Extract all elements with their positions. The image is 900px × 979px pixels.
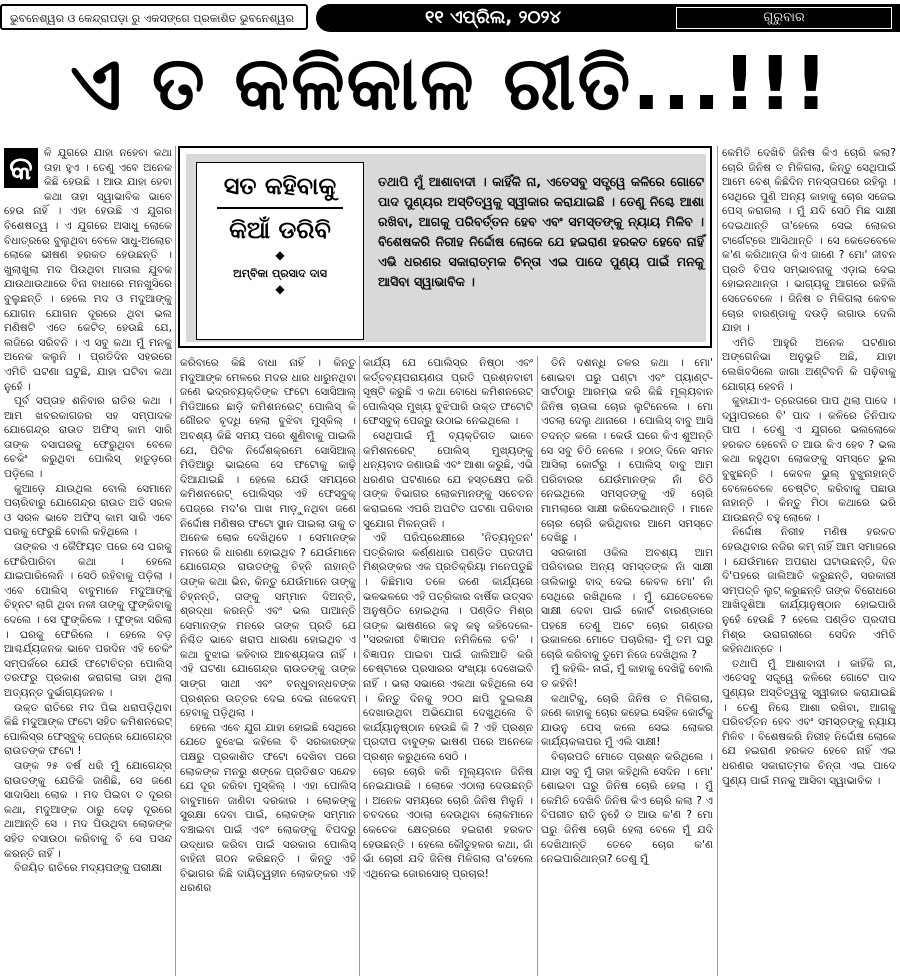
headline: ଏ ତ କଳିକାଳ ରୀତି...!!! — [70, 41, 830, 127]
paragraph: ଏହି ପରିପ୍ରେକ୍ଷୀରେ 'ନିତ୍ୟନୂତନ' ପତ୍ରିକାର କର୍ଣ୍ଣଧାର ପଣ୍ଡିତ ପ୍ରଦୀପ ମିଶ୍ରଙ୍କର ଏକ ପ୍ରତିକ୍ରିୟା ମନେପଡୁଛି । କିଛିମାସ ତଳେ ଜଣେ କାର୍ଯ୍ୟରେ ଭଳଭଳରେ ଏହି ପତ୍ରିକାର ବାର୍ଷିକ ଉତ୍ସବ ଅନୁଷ୍ଠିତ ହୋଇଥିଲା । ପଣ୍ଡିତ ମିଶ୍ର ତାଙ୍କ ଭାଷଣରେ କହୁ କହୁ କହିଦେଲେ- ''ସରକାରୀ ବିଜ୍ଞାପନ ନମିଳିଲେ ଚଳି' । ବିଜ୍ଞାପନ ପାଇବା ପାଇଁ ଜାଲିଆତି କରି ଚେଷ୍ଟାରେ ପ୍ରସାରର ସଂଖ୍ୟା ଦେଖେଇବି ନାହିଁ । ଭଲା ସଭାରେ ଏକଥା କହିଥିଲେ ସେ । କିନ୍ତୁ ଦିନକୁ ୨୦୦ ଛାପି ଦୁଇଲକ୍ଷ ଦେଖାଉଥିବା ଅଭିଯୋଗ ଦେଖୁଥିଲେ ବି କାର୍ଯ୍ୟାନୁଷ୍ଠାନ ହେଉଛି କି ? ଏହି ପ୍ରଶ୍ନ ପ୍ରଦୀପ ବାବୁଙ୍କ ଭାଷଣ ପରେ ଅନେକେ ପ୍ରଶ୍ନ କରୁଥିଲେ ସେଠି । — [363, 532, 533, 764]
column-title-box — [196, 162, 364, 340]
edition-line: ଭୁବନେଶ୍ୱର ଓ କେନ୍ଦ୍ରାପଡ଼ା ରୁ ଏକସଙ୍ଗେ ପ୍ରକାଶିତ ଭୁବନେଶ୍ୱର — [0, 4, 308, 30]
column-rule — [537, 356, 538, 976]
column-2 — [180, 356, 356, 976]
masthead — [0, 0, 900, 36]
paragraph: କରିବାରେ କିଛି ବାଧା ନାହିଁ । କିନ୍ତୁ ମଦୁଆଙ୍କ ମେଳରେ ମଦର ଧାର ଧାରୁନଥିବା ଜଣେ ଭଦ୍ରବ୍ୟକ୍ତିଙ୍କ ଫଟୋ ସୋସିଆଲ୍ ମିଡିଆରେ ଛାଡ଼ି କମିଶନରେଟ୍ ପୋଲିସ୍ କି ଗୌରବ ବୃଦ୍ଧି ହେଲା ବୁଝିବା ମୁସ୍କିଲ୍ । ଅବଶ୍ୟ କିଛି ସମୟ ପରେ ଶୁଣିବାକୁ ପାଇଲି ଯେ, ପିଟିକ ନିର୍ଦ୍ଦେଶକ୍ରମେ ସୋସିଆଲ୍ ମିଡିଆରୁ ଭାଇଲେ ସେ ଫଟୋକୁ କାଢ଼ି ଦିଆଯାଇଛି । ହେଲେ ଯେଉଁ ସମୟରେ କମିଶନରେଟ୍ ପୋଲିସ୍‌ର ଏହି ଫେସ୍‌ବୁକ୍ ପେଜ୍‌ରେ ମଦ'ର ପାଖ ମାଡ଼ୁନଥିବା ଜଣେ ନିର୍ଦ୍ଦୋଷ ମଣିଷର ଫଟୋ ସ୍ଥାନ ପାଇଲା ତାକୁ ତ ଅନେକ ଲୋକ ଦେଖିଥିବେ । ସେମାନଙ୍କ ମନରେ କି ଧାରଣା ହୋଇଥିବ ? ଯେଉଁମାନେ ଯୋଗେନ୍ଦ୍ର ରାଉତଙ୍କୁ ଚିହ୍ନି ନାହାନ୍ତି ତାଙ୍କ କଥା ଭିନ, କିନ୍ତୁ ଯେଉଁମାନେ ତାଙ୍କୁ ଚିହ୍ନନ୍ତି, ତାଙ୍କୁ ସମ୍ମାନ ଦିଅନ୍ତି, ଶ୍ରଦ୍ଧା କରନ୍ତି ଏବଂ ଭଲ ପାଆନ୍ତି ସେମାନଙ୍କ ମନରେ ତାଙ୍କ ପ୍ରତି ଯେ ନିଶ୍ଚିତ ଭାବେ ଖରାପ ଧାରଣା ହୋଇଥିବ ଏ କଥା ବୁଝାଇ କହିବାର ଆବଶ୍ୟକତା ନାହିଁ । ଏହି ଘଟଣା ଯୋଗେନ୍ଦ୍ର ରାଉତଙ୍କୁ ତାଙ୍କ ସାଙ୍ଗ ସାଥୀ ଏବଂ ବନ୍ଧୁବାନ୍ଧବଙ୍କ ପ୍ରଶ୍ନର ଉତ୍ତର ଦେଇ ଦେଇ ନାକେଦମ୍ ହେବାକୁ ପଡ଼ିଥିଲା । — [180, 357, 356, 720]
paragraph: କୁହାଯାଏ- ତ୍ରେତାରେ ପାପ ଥିଲା ପାଦେ । ଦ୍ୱାପରରେ ବି' ପାଦ । କଳିରେ ତିନିପାଦ ପାପ । ତେଣୁ ଏ ଯୁଗରେ ଭଲଲୋକେ ହରକତ ହେବେନି ତ ଆଉ କିଏ ହେବ ? ଭଲ କଥା କହୁଥିବା ଲୋକଙ୍କୁ ସମସ୍ତେ ଭୁଲ ବୁଝୁଛନ୍ତି । କେବଳ ଭୁଲ୍ ବୁଝୁନାହାନ୍ତି ବେଳେବେଳେ ଚେଷ୍ଟିତ୍ କରିବାକୁ ପଛାଉ ନାହାନ୍ତି । କିନ୍ତୁ ମିଠା କଥାରେ ଭରି ଯାଉଛନ୍ତି ବହୁ ଲୋକେ । — [722, 395, 896, 524]
paragraph: ଉକ୍ତ ରାତିରେ ମଦ ପିଇ ଧରାପଡ଼ିଥିବା କିଛି ମଦୁଆଙ୍କ ଫଟୋ ସହିତ କମିଶନରେଟ୍ ପୋଲିସ୍‌ର ଫେସ୍‌ବୁକ୍ ପେଜ୍‌ରେ ଯୋଗେନ୍ଦ୍ର ରାଉତଙ୍କ ଫଟୋ ! — [4, 701, 172, 758]
drop-cap: କ — [4, 148, 38, 188]
paragraph: ଏମିତି ଆହୁରି ଅନେକ ଘଟଣାର ଅଙ୍ଗେନିଭା ଅନୁଭୂତି ଅଛି, ଯାହା ଲେଖିବସିଲେ ଜାଗା ଅଣ୍ଟିବନି କି ପଢ଼ିବାକୁ ଯୋଗ୍ୟ ହେବନି । — [722, 336, 896, 393]
issue-day-box — [670, 4, 900, 32]
column-4 — [541, 356, 713, 976]
column-1 — [4, 146, 172, 976]
column-5 — [722, 146, 896, 976]
issue-day: ଗୁରୁବାର — [676, 7, 892, 29]
issue-date: ୧୧ ଏପ୍ରିଲ, ୨୦୨୪ — [316, 4, 670, 32]
paragraph: ଳି ଯୁଗରେ ଯାହା ନହେବା କଥା ତାହା ହୁଏ । ତେଣୁ ଏବେ ଅନେକ କିଛି ହେଉଛି । ଆଉ ଯାହା ହେବା କଥା ତାହା ସ୍ୱାଭାବିକ ଭାବେ ହେଉ ନାହିଁ । ଏହା ହେଉଛି ଏ ଯୁଗର ବିଶେଷତ୍ୱ । ଏ ଯୁଗରେ ଅସାଧୁ ଲୋକେ ବିଧାତ୍ରରେ ବୁଲୁଥିବା ବେଳେ ସାଧୁ-ଅଲୋଚ ଲୋକେ ଭୀଷଣ ହରକତ ହେଉଛନ୍ତି । ଖୁଲାଖୁଲା ମଦ ପିଉଥିବା ମାତାଲ ଯୁବକ ଯାଉଥାଉଥାରେ ବିନା ବାଧାରେ ମନଖୁସିରେ ବୁଲୁଛନ୍ତି । ହେଲେ ମଦ ଓ ମଦୁଆଙ୍କୁ ଯୋଗନ ଯୋଗନ ଦୂରରେ ଥିବା ଭଲ ମଣିଷଟି ଏତେ କେଟିତ୍ ହେଉଛି ଯେ, ଲଜିରେ ସରିବନି । ଏ ସବୁ କଥା ମୁଁ ମନକୁ ଅନେକ କଲୁନି । ପ୍ରତିଦିନ ସହରରେ ଏମିତି ଘଟଣା ଘଟୁଛି, ଯାହା ଘଟିବା କଥା ନୁହେଁ । — [4, 147, 172, 393]
paragraph: କେମିତି ଦେଖିବି ଜିନିଷ କିଏ ଚୋରି କଲା? ଚୋରି ଜିନିଷ ତ ମିଳିଗଲା, କିନ୍ତୁ ସେଥିପାଇଁ ଆମେ ବେଶ୍ କିଛିଦିନ ମନସ୍ତାପରେ ରହିଲୁ । ସେଥିରେ ପୁଣି ଅନ୍ୟ କାହାକୁ ଚୋର ସଜେଇ ପେସ୍ କରାଗଲା । ମୁଁ ଯଦି ସେଠି ମିଛ ସାକ୍ଷୀ ଦେଇଥାନ୍ତି ତା'ହେଲେ ସେଇ ଲୋକର ଟାର୍ଗେଟ୍‌ରେ ଆସିଥାନ୍ତି । ସେ କେତେବେଳେ କ'ଣ କରିଥାନ୍ତା କିଏ ଜାଣେ ? ମୋ' ଜୀବନ ପ୍ରତି ବିପଦ ସମ୍ଭାବନାକୁ ଏଡ଼ାଇ ଦେଇ ହୋଇନଥାନ୍ତା । ଭାଗ୍ୟକୁ ଆଗରେ ରହିଲି ସେତେବେଳେ । ଜିନିଷ ତ ମିଳିଗଲା କେବଳ ଚୋର ବାରଣ୍ଡାକୁ ଦଉଡ଼ି ଲଗାଉ ଦେଲି ଯାହା । — [722, 147, 896, 335]
pull-quote: ତଥାପି ମୁଁ ଆଶାବାଦୀ । କାହିଁକି ନା, ଏତେସବୁ ସତ୍ତ୍ୱେ କଳିରେ ଗୋଟେ ପାଦ ପୁଣ୍ୟର ଅସ୍ତିତ୍ୱକୁ ସ୍ୱୀକାର କରାଯାଇଛି । ତେଣୁ ନିଶ୍ଚେ ଆଶା ରଖିବା, ଆଗକୁ ପରିବର୍ତ୍ତନ ହେବ ଏବଂ ସମସ୍ତଙ୍କୁ ନ୍ୟାୟ ମିଳିବ । ବିଶେଷକରି ନିରୀହ ନିର୍ଦ୍ଦୋଷ ଲୋକେ ଯେ ହଇରାଣ ହରକତ ହେବେ ନାହିଁ ଏଭି ଧରଣର ସକାରାତ୍ମକ ଚିନ୍ତା ଏଇ ପାଦେ ପୁଣ୍ୟ ପାଇଁ ମନକୁ ଆସିବା ସ୍ୱାଭାବିକ । — [378, 174, 704, 289]
paragraph: କଥାଟିକୁ, ଚୋରି ଜିନିଷ ତ ମିଳିଗଲା, ଜଣେ କାହାକୁ ଚୋର କହେଇ ସେହିଳ କୋର୍ଟକୁ ଯାଉନୁ ପେସ୍ କଲେ ସେଇ ଲୋକର କାର୍ଯ୍ୟକଳାପର ମୁଁ ଏଲି ସାକ୍ଷୀ! — [541, 692, 713, 749]
paragraph: ନିର୍ଦ୍ଦୋଷ ନିରୀହ ମଣିଷ ହରକତ ହେଉଥିବାର ନଜିର କମ୍ ନାହିଁ ଆମ ସମାଜରେ । ଯେଉଁମାନେ ଅପରାଧ ଘଟାଉଛନ୍ତି, ଦିନ ଦି'ପହରେ ଜାଲିଆତି କରୁଛନ୍ତି, ସରକାରୀ ସମ୍ପତ୍ତି ଲୁଟ୍ କରୁଛନ୍ତି ତାଙ୍କ ବିରୋଧରେ ଆଖିଦୃଶିଆ କାର୍ଯ୍ୟାନୁଷ୍ଠାନ ହୋଇପାରି ନୁହେଁ ହେଉଛି ? ହେଲେ ପଣ୍ଡିତ ପ୍ରଦୀପ ମିଶ୍ର ଉରାଗରୀରେ ସେଦିନ ଏମିତି କହିନଥାନ୍ତେ । — [722, 526, 896, 656]
paragraph: ବିଜୟିତ ରାତିରେ ମଦ୍ୟପଙ୍କୁ ପରୀକ୍ଷା — [14, 862, 162, 875]
paragraph: କୁଆଡ଼େ ଯାଉଥିଲ ବୋଲି ସେମାନେ ପଚାରିବାରୁ ଯୋଗେନ୍ଦ୍ର ରାଉତ ଅତି ସରଳ ଓ ସରଳ ଭାବେ ଅଫିସ୍ କାମ ସାରି ଏବେ ଘରକୁ ଫେରୁଛି ବୋଲି କହିଥିଲେ । — [4, 482, 172, 539]
paragraph: ବିଚାରପତି ମୋତେ ପ୍ରଶ୍ନ କରିଥିଲେ । ଯାହା ସବୁ ମୁଁ ତାହା କହିଥିଲି ସେଦିନ । ମୋ' ଶୋଇବା ଘରୁ ଜିନିଷ ଚୋରି ହେଲା । ମୁଁ କେମିତି ଦେଖିବି ଜିନିଷ କିଏ ଚୋରି କଲା ? ଏ ବିପରୀତ ରାତି ନୁହେଁ ତ ଆଉ କ'ଣ ? ମୋ ଘରୁ ଜିନିଷ ଚୋରି ହେଲା ବେଳେ ମୁଁ ଯଦି ଦେଖିଥାନ୍ତି ତେବେ ଚୋର କ'ଣ ନେଇପାରିଥାନ୍ତା? ତେଣୁ ମୁଁ — [541, 751, 713, 866]
diamond-icon: ◆ — [275, 282, 285, 296]
paragraph: ଚୋର ଚୋରି କରି ମୂଲ୍ୟବାନ ଜିନିଷ ନେଇଯାଉଛି । ଲୋକେ ଏଠାଲା ଦେଉଛନ୍ତି । ଅନେକ ସମୟରେ ଚୋରି ଜିନିଷ ମିଳୁନି । ଚବଦରେ ଏଠାଲା ଦେଉଥିବା ଲୋକମାନେ କେତେକ କ୍ଷେତ୍ରରେ ହଇରାଣ ହରକତ ହେଉଛନ୍ତି । ହେଲେ କୌତୁହଳର କଥା, ଜାଁ ଭାଁ ଚୋରୀ ଯଦି ଜିନିଷ ମିଳିଗଲା ତା'ହେଲେ ଏଥିନେଇ ଜୋରସୋର୍ ପ୍ରଚାର! — [363, 765, 533, 880]
column-rule — [175, 146, 176, 976]
paragraph: ତଥାପି ମୁଁ ଆଶାବାଦୀ । କାହିଁକି ନା, ଏତେସବୁ ସତ୍ତ୍ୱେ କଳିରେ ଗୋଟେ ପାଦ ପୁଣ୍ୟର ଅସ୍ତିତ୍ୱକୁ ସ୍ୱୀକାର କରାଯାଇଛି । ତେଣୁ ନିଶ୍ଚେ ଆଶା ରଖିବା, ଆଗକୁ ପରିବର୍ତ୍ତନ ହେବ ଏବଂ ସମସ୍ତଙ୍କୁ ନ୍ୟାୟ ମିଳିବ । ବିଶେଷକରି ନିରୀହ ନିର୍ଦ୍ଦୋଷ ଲୋକେ ଯେ ହଇରାଣ ହରକତ ହେବେ ନାହିଁ ଏଇ ଧରଣର ସକାରାତ୍ମକ ଚିନ୍ତା ଏଇ ପାଦେ ପୁଣ୍ୟ ପାଇଁ ମନକୁ ଆସିବା ସ୍ୱାଭାବିକ । — [722, 657, 896, 787]
paragraph: ପୂର୍ବ ସପ୍ତାହ ଶନିବାର ରାତିର କଥା । ଆମ ଖବରକାଗଜର ସହ ସମ୍ପାଦକ ଯୋଗେନ୍ଦ୍ର ରାଉତ ଅଫିସ୍ କାମ ସାରି ତାଙ୍କ ବସାଘରକୁ ଫେରୁଥିବା ବେଳେ ଚେକିଂ କରୁଥିବା ପୋଲିସ୍ ହାତୁଡ଼ରେ ପଡ଼ିଲେ । — [4, 395, 172, 481]
title-rule — [217, 207, 343, 209]
author-byline: ଅମ୍ବିକା ପ୍ରସାଦ ଦାସ — [233, 267, 327, 280]
paragraph: କାର୍ଯ୍ୟ ଯେ ପୋଲିସ୍‌ର ନିଷ୍ଠା ଏବଂ କର୍ତ୍ତବ୍ୟପରାୟଣତା ପ୍ରତି ପ୍ରଶ୍ନବାଚୀ ସୃଷ୍ଟି କରୁଛି ଏ କଥା ବୋଧେ କମିଶନରେଟ୍ ପୋଲିସ୍‌ର ମୁଖ୍ୟ ବୁଝିପାରି ଉକ୍ତ ଫଟୋଟି ଫେସ୍‌ବୁକ୍ ପେଜ୍‌ରୁ ଉଠାଇ ନେଇଥିଲେ । — [363, 357, 533, 428]
paragraph: ତିନି ଦଶନ୍ଧି ତଳର କଥା । ମୋ' ଶୋଇବା ଘରୁ ଘଣ୍ଟା ଏବଂ ପ୍ୟାଣ୍ଟ-ସାର୍ଟଠାରୁ ଆରମ୍ଭ କରି କିଛି ମୂଲ୍ୟବାନ ଜିନିଷ ଚାଉଳା ଚୋର ଲୁଟିନେଲେ । ମୋ ଏତଲା ଦେଲୁ ଥାନାରେ । ପୋଲିସ୍ ବାବୁ ଆସି ତଦନ୍ତ କଲେ । କେଉଁ ଘରେ କିଏ ଶୁଅନ୍ତି ସେ ସବୁ ଚିଠି ନେଲେ । ହଠାତ୍ ଦିନେ ସମନ ଆସିଲା କୋର୍ଟରୁ । ପୋଲିସ୍ ବାବୁ ଆମ ପରିବାରର ଯେଉଁମାନଙ୍କ ନାଁ ଚିଠି ନେଇଥିଲେ ସମସ୍ତଙ୍କୁ ଏହି ଚୋରି ମାମଲାରେ ସାକ୍ଷୀ କରିଦେଇଥାନ୍ତି । ମାନେ ଚୋର ଚୋରି କରିଥିବାର ଆମେ ସମସ୍ତେ ଦେଖିଛୁ । — [541, 357, 713, 545]
paragraph: ମୁଁ କହିଲି- ନାଇଁ, ମୁଁ କାହାକୁ ଦେଖିନ୍ଥି ବୋଲି ତ କହିନି! — [541, 663, 713, 691]
diamond-icon: ◆ — [275, 248, 285, 262]
column-title-line-2: କିଆଁ ଡରିବି — [229, 216, 331, 244]
column-title-line-1: ସତ କହିବାକୁ — [223, 172, 337, 200]
paragraph: ତାଙ୍କର ଏ କୈଫିୟତ ପରେ ସେ ଘରକୁ ଫେରିପାରିବା କଥା । ହେଲେ ଯାଇପାରିଲେନି । ସେଠି ରହିବାକୁ ପଡ଼ିଲା । ଏବେ ପୋଲିସ୍ ବାବୁମାନେ ମଦୁଆଙ୍କୁ ଚିହ୍ନଟ ଲାଗି ଥିବା ନଳୀ ତାଙ୍କୁ ଫୁଙ୍କିବାକୁ ଦେଲେ । ସେ ଫୁଙ୍କିଲେ । ଫୁଙ୍କା ସରିଲା । ଘରକୁ ଫେରିଲେ । ହେଲେ ବଡ଼ ଆଶ୍ଚର୍ଯ୍ୟଜନକ ଭାବେ ପରଦିନ ଏହି ଚେକିଂ ସମ୍ପର୍କରେ ଯେଉଁ ଫଟୋଚିତ୍ର ପୋଲିସ୍ ତରଫରୁ ପ୍ରକାଶ କରାଗଲା ତାହା ଥିଲା ଅତ୍ୟନ୍ତ ଦୁର୍ଭାଗ୍ୟଜନକ । — [4, 541, 172, 699]
paragraph: ସରକାରୀ ଓକିଲ ଅବଶ୍ୟ ଆମ ପରିବାରର ଅନ୍ୟ ସମସ୍ତଙ୍କ ନାଁ ସାକ୍ଷୀ ତାଲିକାରୁ ବାଦ୍ ଦେଇ କେବଳ ମୋ' ନାଁ ସେଥିରେ ରଖିଥିଲେ । ମୁଁ ଯେତେବେଳେ ସାକ୍ଷୀ ଦେବା ପାଇଁ କୋର୍ଟ ବାରଣ୍ଡାରେ ପହଞ୍ଚେ ତେଣୁ ଅଟେ ଚୋର ଗଣ୍ଡର ଉକାଳରେ ମୋତେ ପଚାରିଲା- ମୁଁ ତମ ଘରୁ ଚୋରି କରିବାକୁ ତୁମେ ନିଜେ ଦେଖିଥିଲ ? — [541, 546, 713, 661]
column-3 — [363, 356, 533, 976]
paragraph: ତାଙ୍କ ୨୫ ବର୍ଷ ଧରି ମୁଁ ଯୋଗେନ୍ଦ୍ର ରାଉତଙ୍କୁ ଯେତିକି ଜାଣିଛି, ସେ ଜଣେ ସାଦାସିଧା ଲୋକ । ମଦ ପିଇବା ତ ଦୂରର କଥା, ମଦୁଆଙ୍କ ଠାରୁ ଦେଢ଼ ଦୂରରେ ଥାଆନ୍ତି ସେ । ମଦ ପିଉଥିବା ଲୋକଙ୍କ ସହିତ ବସାଉଠା କରିବାକୁ ବି ସେ ପସନ୍ଦ କରନ୍ତି ନାହିଁ । — [4, 759, 172, 860]
column-rule — [359, 356, 360, 976]
column-rule — [717, 146, 718, 976]
paragraph: ସେଥିପାଇଁ ମୁଁ ବ୍ୟକ୍ତିଗତ ଭାବେ କମିଶନରେଟ୍ ପୋଲିସ୍ ମୁଖ୍ୟଙ୍କୁ ଧନ୍ୟବାଦ ଜଣାଉଛି ଏବଂ ଆଶା କରୁଛି, ଏଭି ଧରଣର ଘଟଣାରେ ଯେ ହସ୍ତକ୍ଷେପ କରି ତାଙ୍କ ବିଭାଗର ଲୋକମାନଙ୍କୁ ସଚେତନ କରାଇଲେ ଏପରି ଅଘଟିତ ଘଟଣା ପରିବାର ସୁଯୋଗ ମିଳନ୍ତାନି । — [363, 429, 533, 530]
paragraph: ହେଲେ ଏବେ ଯୁଗ ଯାହା ହୋଇଛି ସେଥିରେ ଯେତେ ବୁଝେଇ କହିଲେ ବି ସରକାରଙ୍କ ପକ୍ଷରୁ ପ୍ରକାଶିତ ଫଟୋ ଦେଖିବା ପରେ ଲୋକଙ୍କ ମନରୁ ଶଙ୍କେ ପ୍ରତିଶତ ସନ୍ଦେହ ଯେ ଦୂର କରିବା ମୁସ୍କିଲ୍ । ଏହା ପୋଲିସ୍ ବାବୁମାନେ ଜାଣିବା ଦରକାର । ଲୋକଙ୍କୁ ସୁରକ୍ଷା ଦେବା ପାଇଁ, ଲୋକଙ୍କ ସମ୍ମାନ ବଞ୍ଚାଇବା ପାଇଁ ଏବଂ ଲୋକଙ୍କୁ ବିପଦରୁ ଉଦ୍ଧାର କରିବା ପାଇଁ ସରକାର ପୋଲିସ୍ ବାହିନୀ ଗଠନ କରିଛନ୍ତି । କିନ୍ତୁ ଏହି ବିଭାଗର କିଛି ଦାୟିତ୍ୱହୀନ ଲୋକଙ୍କର ଏହି ଧରଣର — [180, 721, 356, 895]
